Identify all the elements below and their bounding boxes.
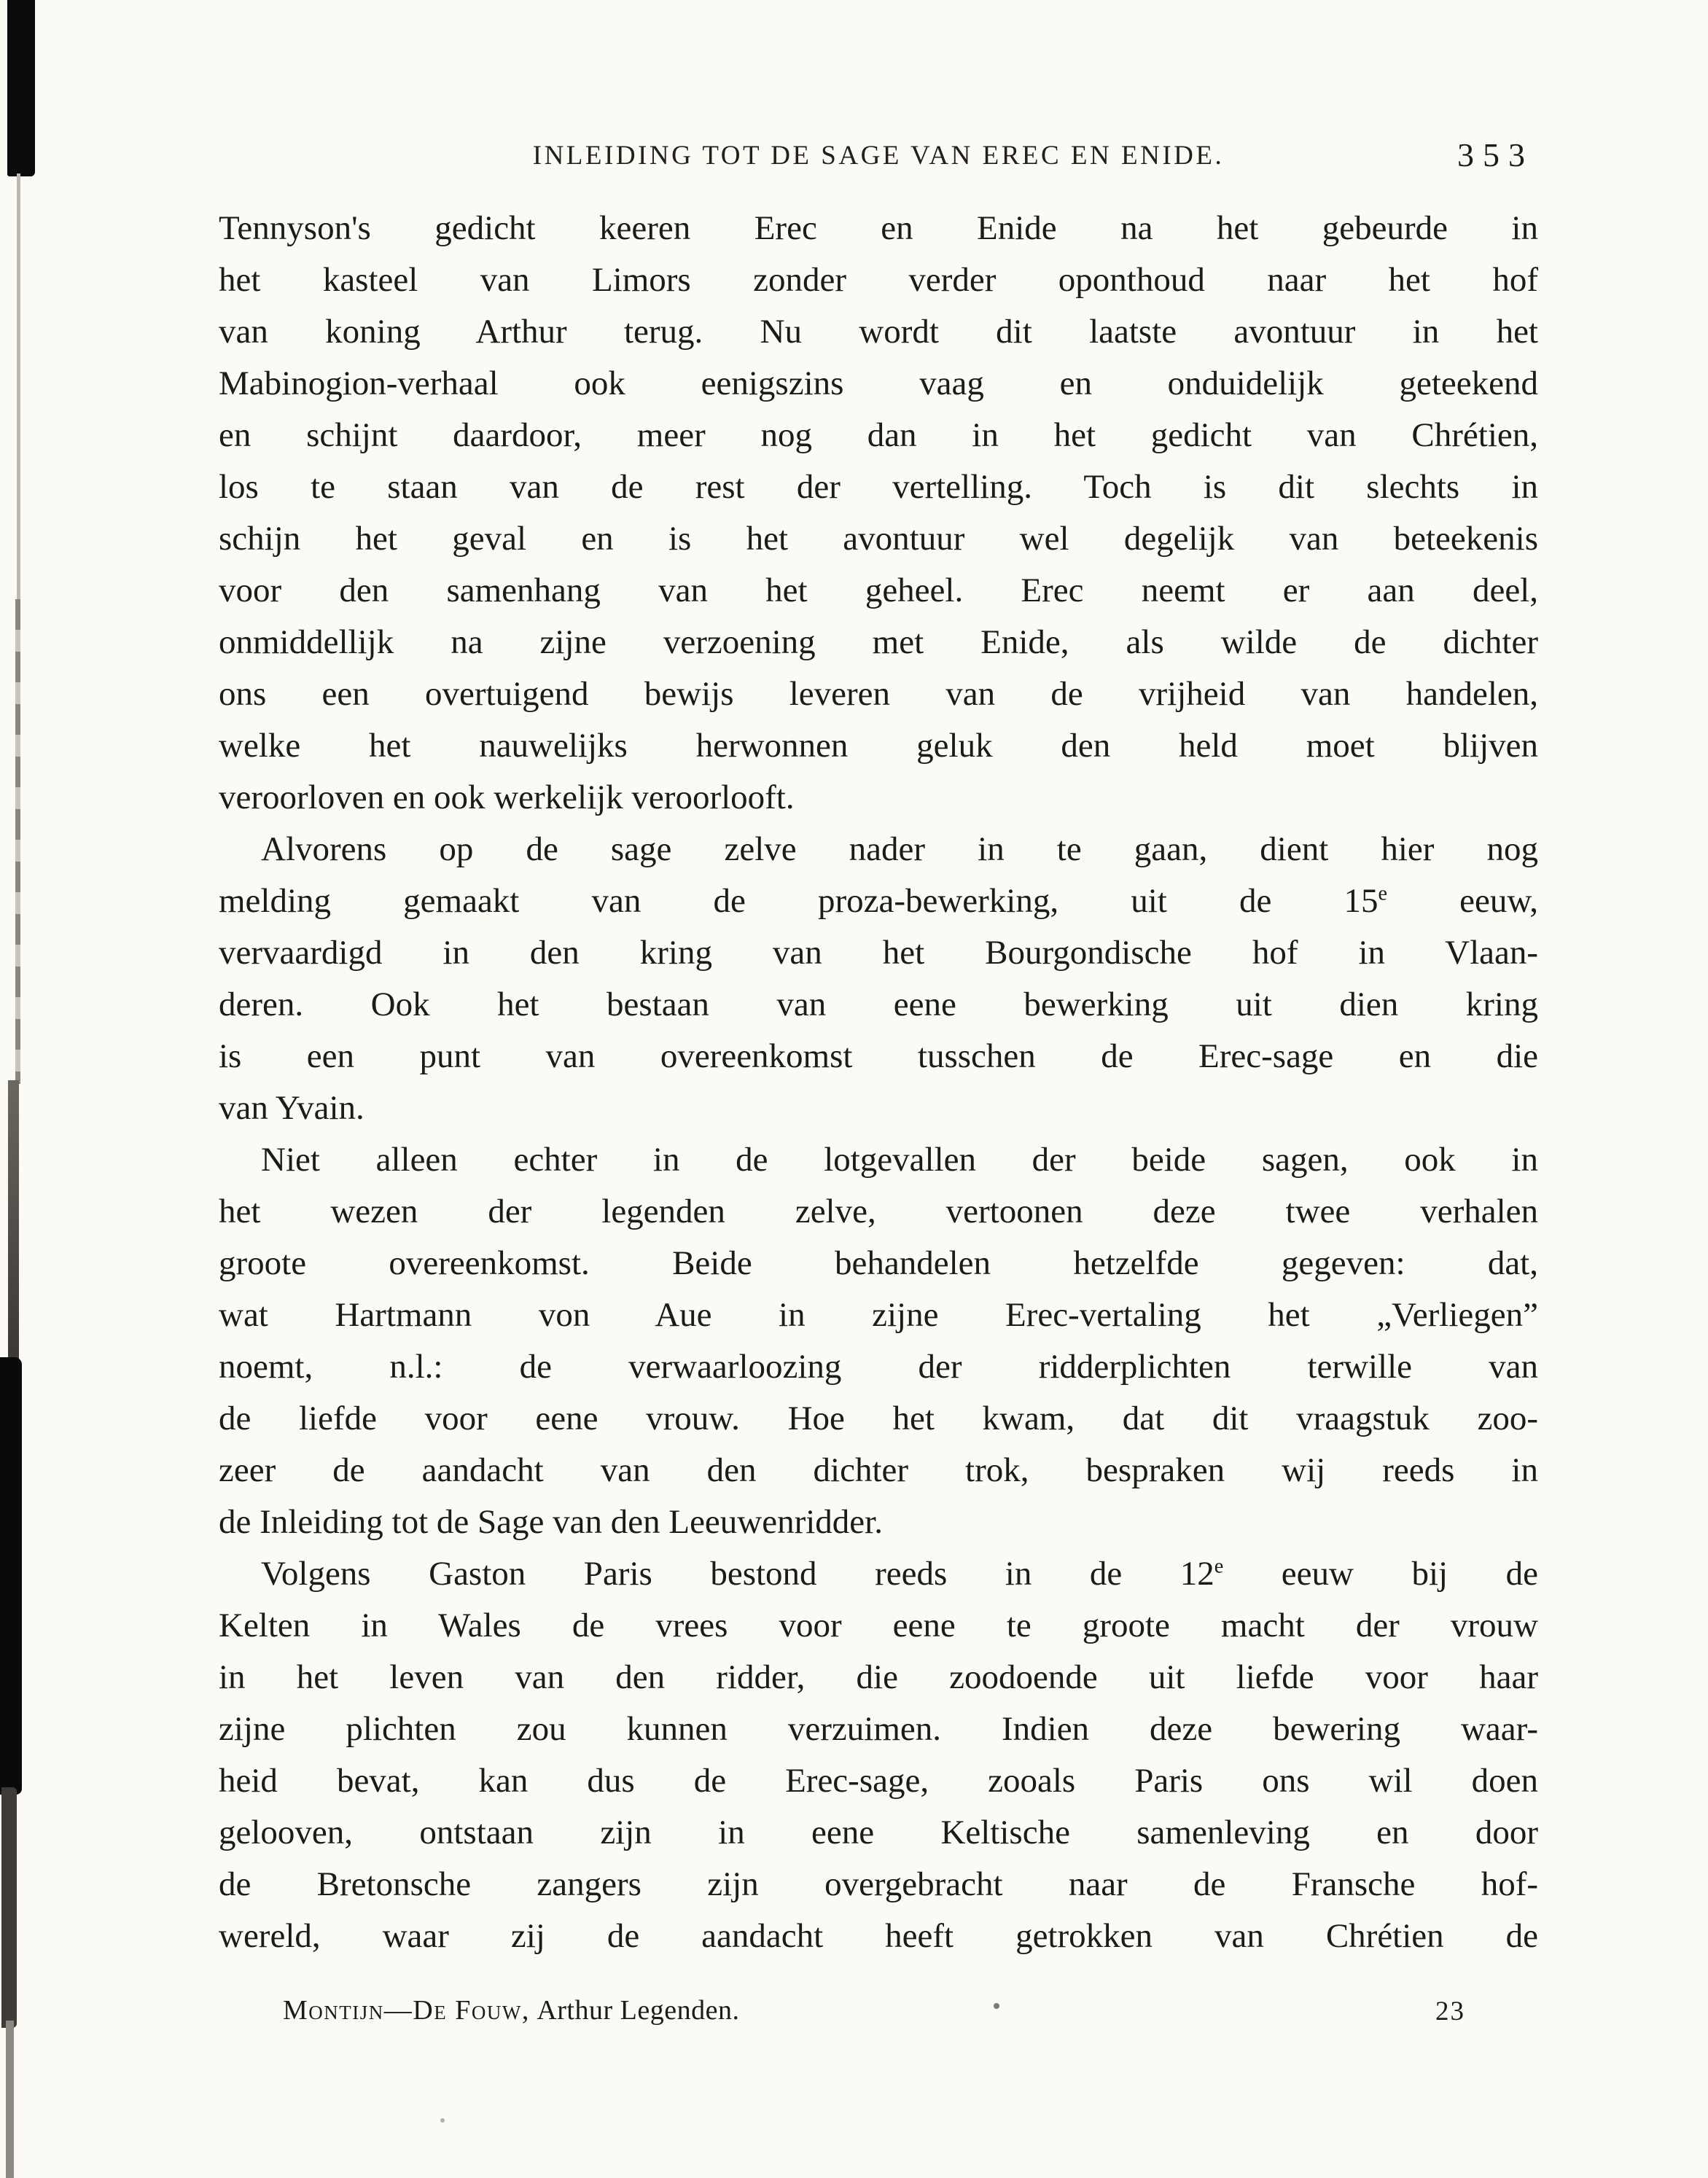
binding-shadow-segment (0, 1357, 22, 1795)
scan-speck (994, 2003, 999, 2009)
text-line: heid bevat, kan dus de Erec-sage, zooals Paris ons wil doen (219, 1762, 1538, 1800)
binding-shadow-segment (17, 173, 20, 604)
text-line: onmiddellijk na zijne verzoening met Enide, als wilde de dichter (219, 623, 1538, 661)
text-line: gelooven, ontstaan zijn in eene Keltische samenleving en door (219, 1814, 1538, 1851)
scan-speck (440, 2118, 445, 2123)
text-line: Niet alleen echter in de lotgevallen der beide sagen, ook in (261, 1141, 1538, 1179)
text-line: vervaardigd in den kring van het Bourgondische hof in Vlaan- (219, 934, 1538, 972)
text-line: en schijnt daardoor, meer nog dan in het gedicht van Chrétien, (219, 416, 1538, 454)
binding-shadow-segment (6, 2021, 14, 2178)
text-line: in het leven van den ridder, die zoodoende uit liefde voor haar (219, 1658, 1538, 1696)
text-line: voor den samenhang van het geheel. Erec neemt er aan deel, (219, 571, 1538, 609)
text-line: veroorloven en ook werkelijk veroorlooft. (219, 778, 795, 816)
binding-shadow-segment (15, 599, 20, 1084)
text-line: Kelten in Wales de vrees voor eene te groote macht der vrouw (219, 1607, 1538, 1644)
page-header (219, 136, 1538, 184)
text-line: is een punt van overeenkomst tusschen de Erec-sage en die (219, 1037, 1538, 1075)
paragraph (219, 1134, 1538, 1548)
text-line: noemt, n.l.: de verwaarloozing der ridderplichten terwille van (219, 1348, 1538, 1386)
text-line: welke het nauwelijks herwonnen geluk den held moet blijven (219, 727, 1538, 765)
binding-shadow-segment (1, 1787, 17, 2028)
text-line: melding gemaakt van de proza-bewerking, uit de 15e eeuw, (219, 882, 1538, 920)
text-line: Tennyson's gedicht keeren Erec en Enide na het gebeurde in (219, 209, 1538, 247)
footer-publisher: Montijn—De Fouw, (283, 1995, 530, 2026)
binding-shadow-segment (7, 0, 35, 176)
text-line: de Inleiding tot de Sage van den Leeuwenridder. (219, 1503, 883, 1541)
text-line: het wezen der legenden zelve, vertoonen deze twee verhalen (219, 1193, 1538, 1230)
text-line: van Yvain. (219, 1089, 364, 1127)
page-footer (219, 1994, 1538, 2038)
footer-work-title: Arthur Legenden. (537, 1995, 740, 2026)
text-line: zijne plichten zou kunnen verzuimen. Indien deze bewering waar- (219, 1710, 1538, 1748)
body-text (219, 203, 1538, 1962)
text-line: van koning Arthur terug. Nu wordt dit laatste avontuur in het (219, 313, 1538, 351)
text-line: ons een overtuigend bewijs leveren van de vrijheid van handelen, (219, 675, 1538, 713)
footer-sheet-number: 23 (1435, 1996, 1465, 2026)
text-line: deren. Ook het bestaan van eene bewerking uit dien kring (219, 985, 1538, 1023)
text-line: wereld, waar zij de aandacht heeft getrokken van Chrétien de (219, 1917, 1538, 1955)
text-line: los te staan van de rest der vertelling. Toch is dit slechts in (219, 468, 1538, 506)
text-line: de liefde voor eene vrouw. Hoe het kwam, dat dit vraagstuk zoo- (219, 1400, 1538, 1437)
text-line: de Bretonsche zangers zijn overgebracht naar de Fransche hof- (219, 1865, 1538, 1903)
paragraph (219, 203, 1538, 824)
text-line: Alvorens op de sage zelve nader in te gaan, dient hier nog (261, 830, 1538, 868)
binding-shadow (0, 0, 44, 2178)
binding-shadow-segment (8, 1080, 19, 1366)
text-line: schijn het geval en is het avontuur wel degelijk van beteekenis (219, 520, 1538, 558)
running-title: INLEIDING TOT DE SAGE VAN EREC EN ENIDE. (532, 141, 1225, 171)
text-line: zeer de aandacht van den dichter trok, bespraken wij reeds in (219, 1451, 1538, 1489)
paragraph (219, 1548, 1538, 1962)
text-line: wat Hartmann von Aue in zijne Erec-vertaling het „Verliegen” (219, 1296, 1538, 1334)
text-line: groote overeenkomst. Beide behandelen hetzelfde gegeven: dat, (219, 1244, 1538, 1282)
text-line: Volgens Gaston Paris bestond reeds in de 12e eeuw bij de (261, 1555, 1538, 1593)
page-number: 353 (1457, 136, 1534, 173)
paragraph (219, 824, 1538, 1134)
text-line: het kasteel van Limors zonder verder oponthoud naar het hof (219, 261, 1538, 299)
text-line: Mabinogion-verhaal ook eenigszins vaag en onduidelijk geteekend (219, 364, 1538, 402)
